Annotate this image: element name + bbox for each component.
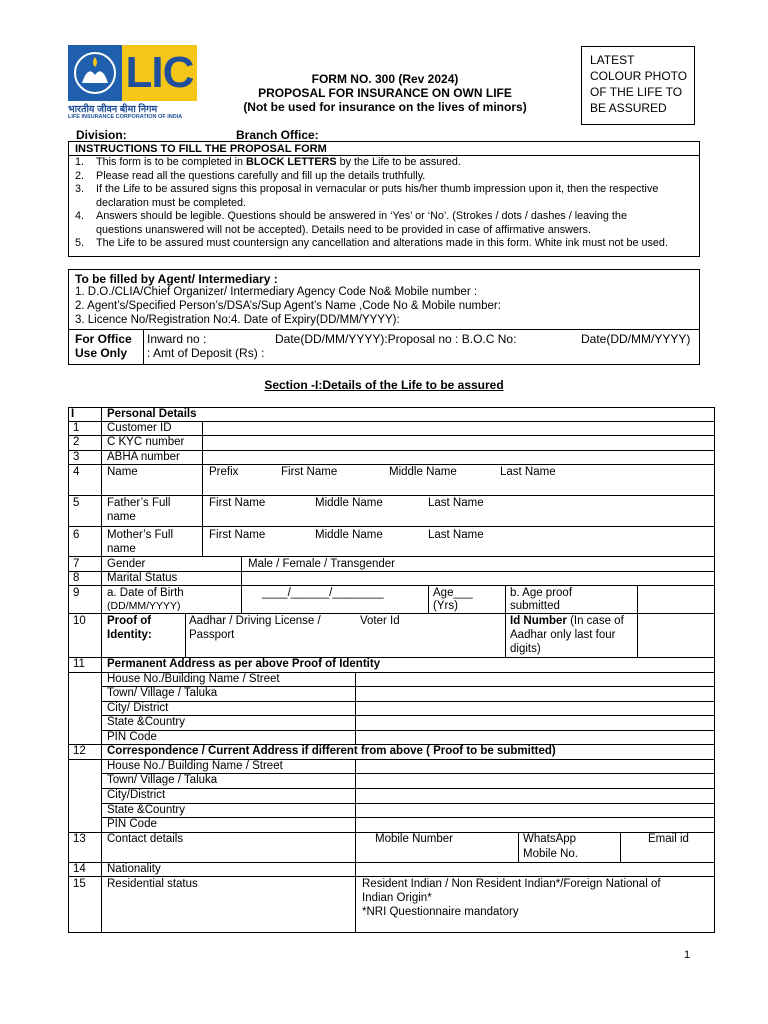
- row-number: 14: [73, 863, 86, 875]
- agent-box: [68, 269, 700, 365]
- ckyc-number-label: C KYC number: [107, 436, 185, 448]
- row-number: 9: [73, 587, 80, 599]
- age-unit-label: (Yrs): [433, 600, 458, 612]
- mobile-number-field[interactable]: Mobile Number: [375, 833, 453, 845]
- instructions-box: INSTRUCTIONS TO FILL THE PROPOSAL FORM 1. This form is to be completed in BLOCK LETTERS by the Life to be assured. 2. Please read all the questions carefully and fill up the details truthfully. 3. If the Life to be assured signs this proposal in vernacular or puts his/her thumb impression upon it, then the respective declaration must be completed. 4. Answers should be legible. Questions should be answered in ‘Yes’ or ‘No’. (Strokes / dots / dashes / leaving the questions unanswered will not be accepted). Details need to be provided in case of affirmative answers. 5. The Life to be assured must countersign any cancellation and alterations made in this form. White ink must not be used.: [68, 141, 700, 257]
- row-number: 8: [73, 572, 80, 584]
- id-number-label: Aadhar only last four: [510, 629, 616, 641]
- name-prefix-field[interactable]: Prefix: [209, 466, 239, 478]
- division-label: Division:: [76, 128, 127, 142]
- row-number: 7: [73, 558, 80, 570]
- permanent-address-house-label: House No./Building Name / Street: [107, 673, 280, 685]
- lamp-emblem-icon: [68, 45, 122, 101]
- form-number: FORM NO. 300 (Rev 2024): [311, 72, 459, 86]
- logo-text: LIC: [122, 45, 197, 101]
- office-date: Date(DD/MM/YYYY): [581, 332, 691, 346]
- row-number: 4: [73, 466, 80, 478]
- id-number-label: digits): [510, 643, 541, 655]
- age-field[interactable]: Age___: [433, 587, 473, 599]
- gender-options[interactable]: Male / Female / Transgender: [248, 558, 396, 570]
- dob-format-label: (DD/MM/YYYY): [107, 600, 181, 612]
- permanent-address-state-label: State &Country: [107, 716, 185, 728]
- logo-hindi: भारतीय जीवन बीमा निगम: [68, 104, 158, 115]
- father-first-name-field[interactable]: First Name: [209, 497, 266, 509]
- mother-name-label: name: [107, 543, 136, 555]
- voter-id-option[interactable]: Voter Id: [360, 615, 400, 627]
- name-middle-field[interactable]: Middle Name: [389, 466, 457, 478]
- instructions-heading: INSTRUCTIONS TO FILL THE PROPOSAL FORM: [75, 143, 327, 155]
- form-subtitle: (Not be used for insurance on the lives of minors): [243, 100, 527, 114]
- permanent-address-city-label: City/ District: [107, 702, 169, 714]
- identity-options[interactable]: Aadhar / Driving License /: [189, 615, 321, 627]
- amount-of-deposit: : Amt of Deposit (Rs) :: [147, 346, 265, 360]
- photo-line: OF THE LIFE TO: [590, 85, 683, 99]
- gender-label: Gender: [107, 558, 146, 570]
- photo-line: COLOUR PHOTO: [590, 69, 688, 83]
- row-number: 11: [73, 658, 85, 670]
- marital-status-label: Marital Status: [107, 572, 178, 584]
- marital-status-field[interactable]: [242, 572, 714, 585]
- agent-heading: To be filled by Agent/ Intermediary :: [75, 272, 278, 286]
- customer-id-field[interactable]: [203, 422, 714, 435]
- row-number: 6: [73, 529, 80, 541]
- row-number: 13: [73, 833, 86, 845]
- ckyc-number-field[interactable]: [203, 436, 714, 450]
- row-number: 10: [73, 615, 86, 627]
- correspondence-address-town-label: Town/ Village / Taluka: [107, 774, 218, 786]
- office-label: For Office: [75, 332, 132, 346]
- correspondence-address-pin-label: PIN Code: [107, 818, 157, 830]
- correspondence-address-heading: Correspondence / Current Address if different from above ( Proof to be submitted): [107, 745, 556, 757]
- dob-field[interactable]: ____/______/________: [262, 587, 384, 599]
- agent-line: 1. D.O./CLIA/Chief Organizer/ Intermediary Agency Code No& Mobile number :: [75, 286, 478, 298]
- mother-first-name-field[interactable]: First Name: [209, 529, 266, 541]
- customer-id-label: Customer ID: [107, 422, 172, 434]
- email-id-field[interactable]: Email id: [648, 833, 689, 845]
- correspondence-address-house-label: House No./ Building Name / Street: [107, 760, 283, 772]
- correspondence-address-city-label: City/District: [107, 789, 166, 801]
- name-first-field[interactable]: First Name: [281, 466, 338, 478]
- agent-line: 2. Agent’s/Specified Person’s/DSA’s/Sup Agent’s Name ,Code No & Mobile number:: [75, 300, 501, 312]
- abha-number-label: ABHA number: [107, 451, 180, 463]
- office-label: Use Only: [75, 346, 128, 360]
- abha-number-field[interactable]: [203, 451, 714, 464]
- residential-status-options: Indian Origin*: [362, 892, 432, 904]
- whatsapp-number-label: Mobile No.: [523, 848, 578, 860]
- id-number-label: Id Number (In case of: [510, 615, 624, 627]
- photo-line: LATEST: [590, 53, 635, 67]
- dob-label: a. Date of Birth: [107, 587, 184, 599]
- nationality-label: Nationality: [107, 863, 161, 875]
- father-last-name-field[interactable]: Last Name: [428, 497, 484, 509]
- branch-office-label: Branch Office:: [236, 128, 319, 142]
- nationality-field[interactable]: [356, 863, 714, 876]
- row-number: 12: [73, 745, 86, 757]
- father-name-label: Father’s Full: [107, 497, 171, 509]
- permanent-address-heading: Permanent Address as per above Proof of Identity: [107, 658, 381, 670]
- father-middle-name-field[interactable]: Middle Name: [315, 497, 383, 509]
- logo-english: LIFE INSURANCE CORPORATION OF INDIA: [68, 114, 183, 120]
- mother-middle-name-field[interactable]: Middle Name: [315, 529, 383, 541]
- row-number: 3: [73, 451, 80, 463]
- agent-line: 3. Licence No/Registration No:4. Date of Expiry(DD/MM/YYYY):: [75, 314, 400, 326]
- photo-box: [581, 46, 695, 125]
- row-number: 5: [73, 497, 80, 509]
- personal-details-heading: Personal Details: [107, 408, 197, 420]
- nri-note: *NRI Questionnaire mandatory: [362, 906, 519, 918]
- age-proof-label: submitted: [510, 600, 560, 612]
- residential-status-label: Residential status: [107, 878, 198, 890]
- row-number: 15: [73, 878, 86, 890]
- identity-options[interactable]: Passport: [189, 629, 235, 641]
- mother-name-label: Mother’s Full: [107, 529, 174, 541]
- residential-status-options[interactable]: Resident Indian / Non Resident Indian*/Foreign National of: [362, 878, 661, 890]
- permanent-address-town-label: Town/ Village / Taluka: [107, 687, 218, 699]
- name-last-field[interactable]: Last Name: [500, 466, 556, 478]
- row-number: 1: [73, 422, 80, 434]
- row-number: I: [71, 408, 75, 420]
- whatsapp-number-field[interactable]: WhatsApp: [523, 833, 577, 845]
- proof-of-identity-label: Proof of: [107, 615, 152, 627]
- correspondence-address-state-label: State &Country: [107, 804, 185, 816]
- section-title: Section -I:Details of the Life to be assured: [264, 378, 504, 392]
- mother-last-name-field[interactable]: Last Name: [428, 529, 484, 541]
- row-number: 2: [73, 436, 80, 448]
- proof-of-identity-label: Identity:: [107, 629, 152, 641]
- form-title: PROPOSAL FOR INSURANCE ON OWN LIFE: [258, 86, 512, 100]
- lic-logo: [68, 45, 197, 121]
- permanent-address-pin-label: PIN Code: [107, 731, 157, 743]
- father-name-label: name: [107, 511, 136, 523]
- photo-line: BE ASSURED: [590, 101, 667, 115]
- inward-no: Inward no :: [147, 332, 207, 346]
- age-proof-label: b. Age proof: [510, 587, 573, 599]
- proposal-no: Date(DD/MM/YYYY):Proposal no : B.O.C No:: [275, 332, 517, 346]
- contact-details-label: Contact details: [107, 833, 184, 845]
- name-label: Name: [107, 466, 138, 478]
- personal-details-table: [68, 407, 715, 934]
- page-number: 1: [684, 949, 691, 961]
